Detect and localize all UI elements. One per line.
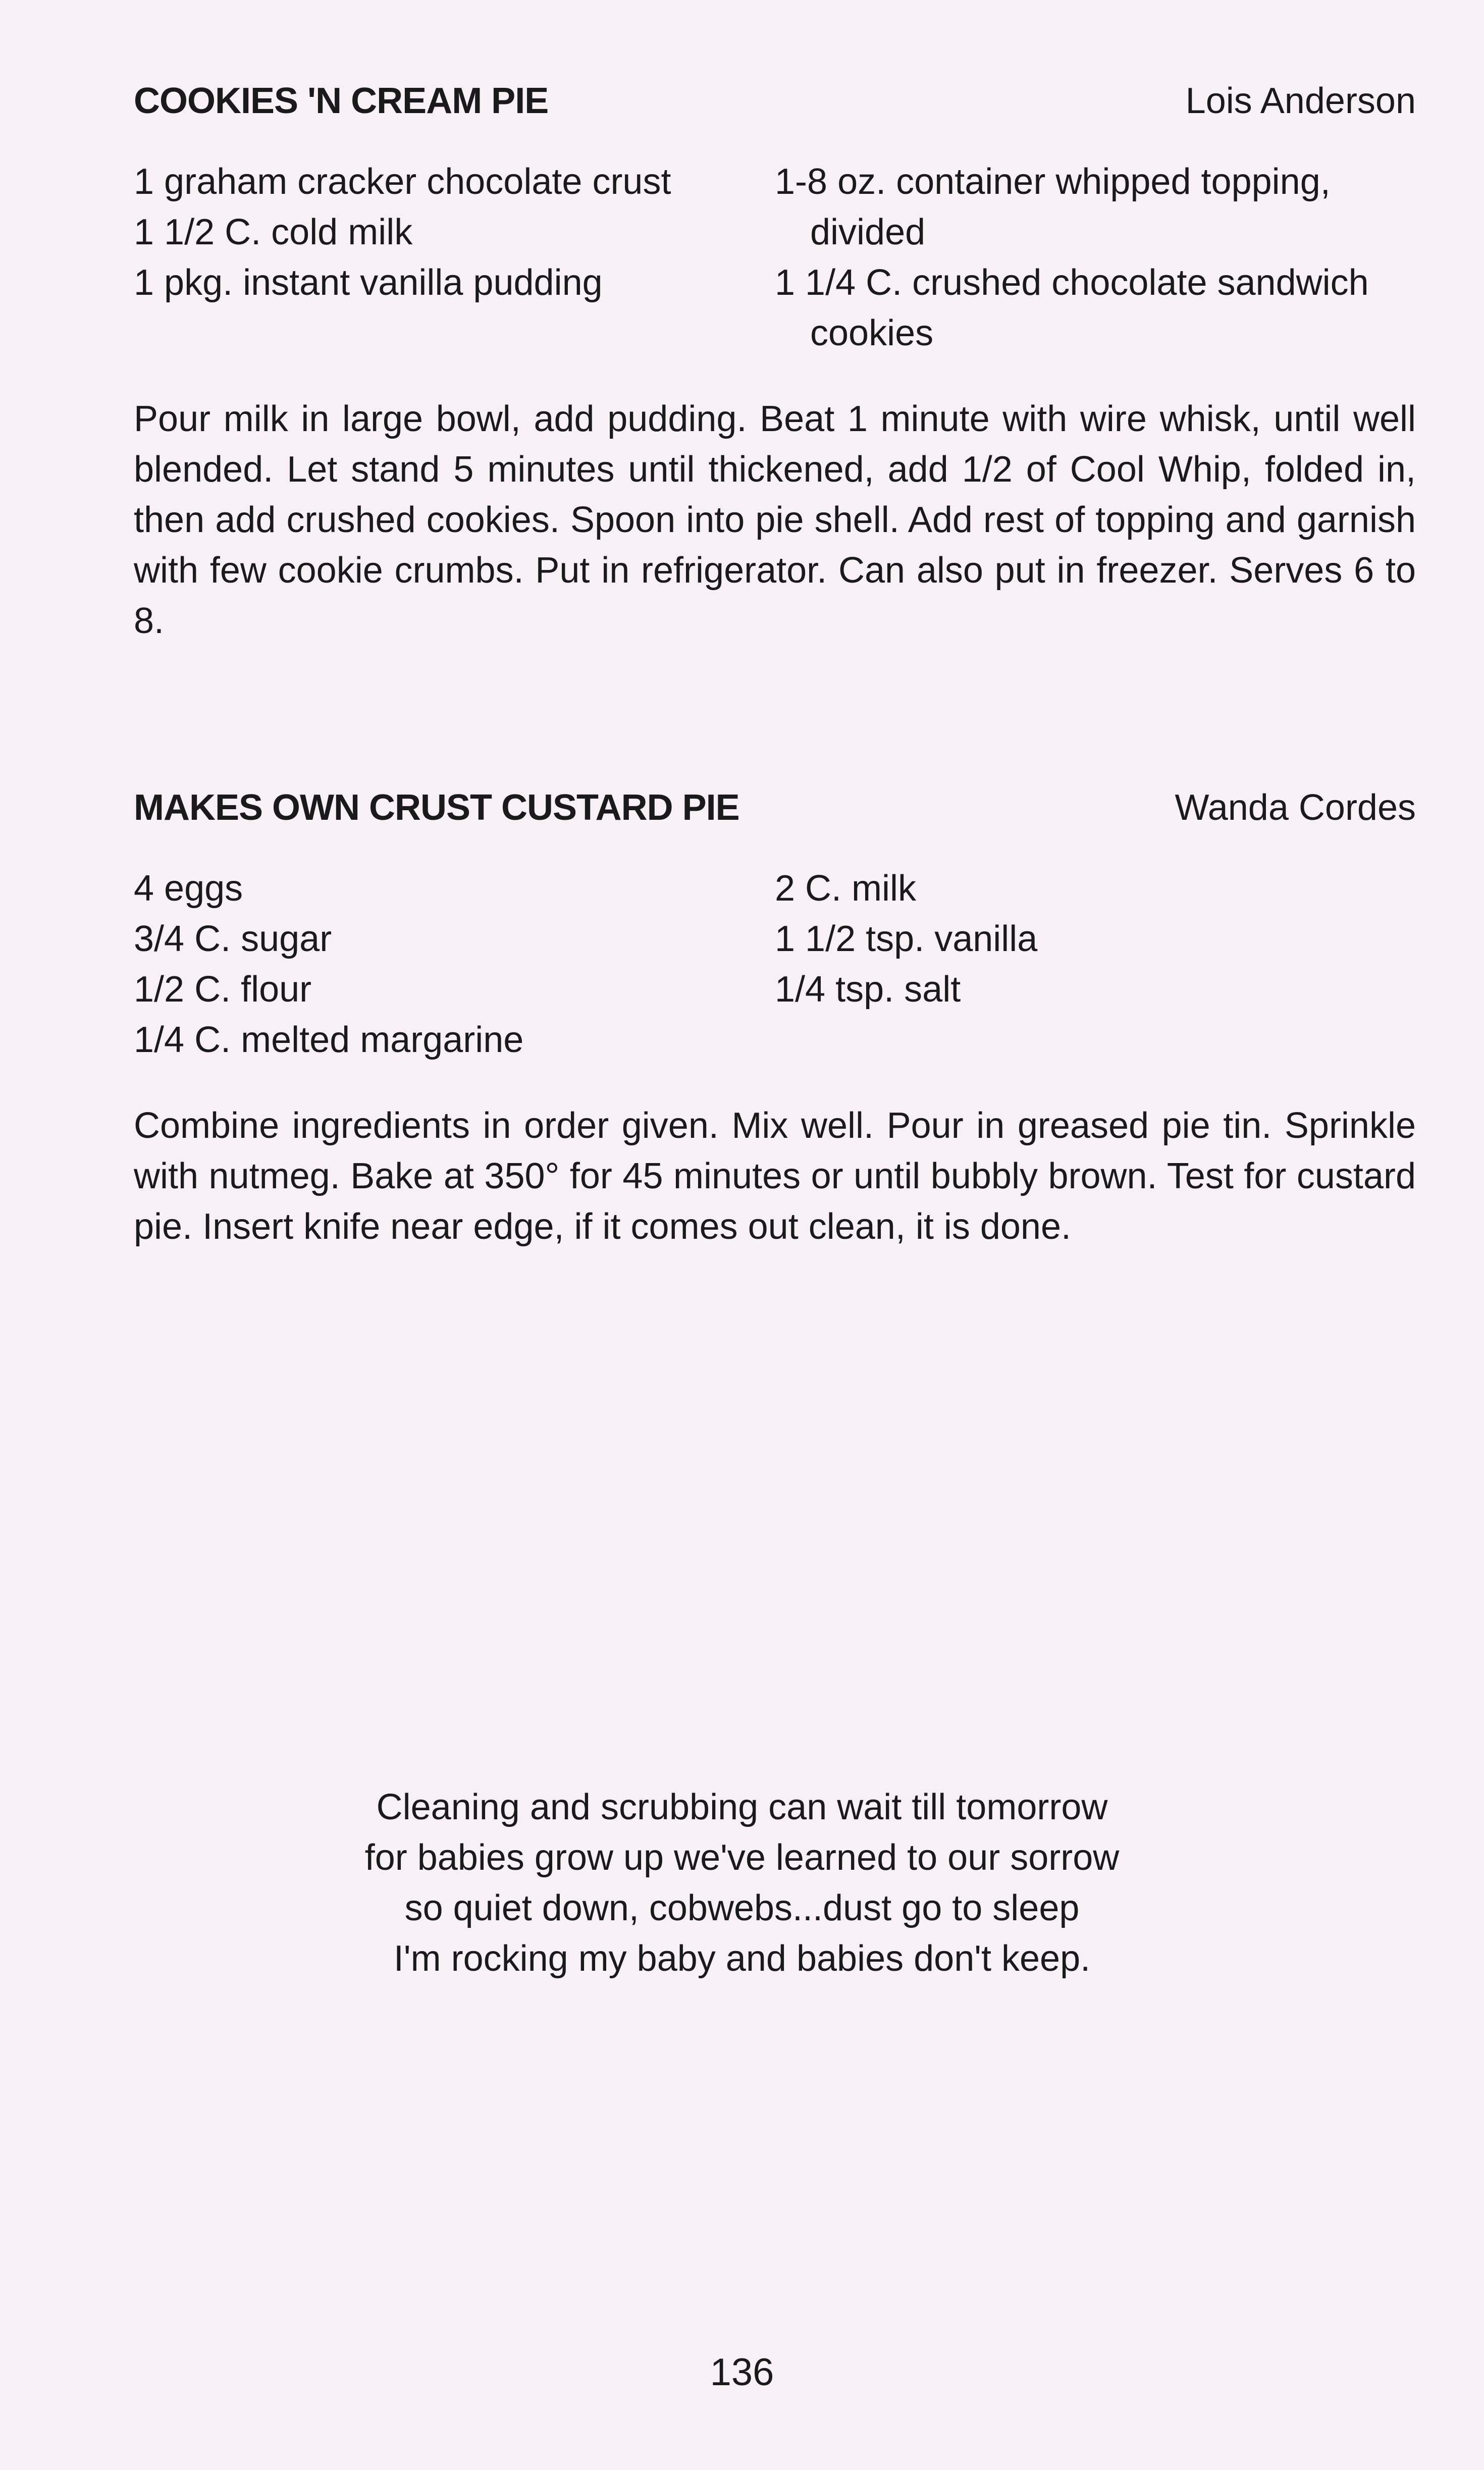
ingredient: 1 graham cracker chocolate crust: [134, 162, 671, 202]
poem-line: Cleaning and scrubbing can wait till tomorrow: [376, 1787, 1108, 1827]
ingredients-column-right: [775, 863, 1416, 1065]
recipe-directions: Combine ingredients in order given. Mix well. Pour in greased pie tin. Sprinkle with nutmeg. Bake at 350° for 45 minutes or until bubbly brown. Test for custard pie. Insert knife near edge, if it comes out clean, it is done.: [134, 1106, 1416, 1247]
poem-line: for babies grow up we've learned to our sorrow: [364, 1837, 1120, 1878]
recipe-author: Wanda Cordes: [1175, 787, 1416, 828]
ingredient: 1 1/4 C. crushed chocolate sandwich cookies: [775, 262, 1369, 353]
ingredient: 1 1/2 tsp. vanilla: [775, 919, 1038, 959]
ingredient: 4 eggs: [134, 868, 243, 909]
ingredients-list: [134, 863, 1416, 1065]
recipe-author: Lois Anderson: [1185, 81, 1416, 121]
ingredient: 1/4 C. melted margarine: [134, 1020, 524, 1060]
recipe-header: [134, 76, 1416, 126]
ingredient: 1 pkg. instant vanilla pudding: [134, 262, 603, 303]
ingredients-column-left: [134, 863, 775, 1065]
recipe-makes-own-crust-custard-pie: [134, 782, 1416, 1252]
ingredient: 1/4 tsp. salt: [775, 969, 961, 1010]
recipe-header: [134, 782, 1416, 833]
ingredient: 3/4 C. sugar: [134, 919, 332, 959]
ingredient: 1 1/2 C. cold milk: [134, 212, 413, 252]
ingredient: 1/2 C. flour: [134, 969, 312, 1010]
poem-line: so quiet down, cobwebs...dust go to sleep: [404, 1888, 1080, 1928]
page-number: 136: [710, 2351, 774, 2394]
recipe-title: MAKES OWN CRUST CUSTARD PIE: [134, 787, 739, 828]
ingredients-list: [134, 156, 1416, 358]
recipe-cookies-n-cream-pie: [134, 76, 1416, 646]
ingredients-column-left: [134, 156, 775, 358]
ingredient: 2 C. milk: [775, 868, 917, 909]
ingredients-column-right: [775, 156, 1416, 358]
recipe-directions: Pour milk in large bowl, add pudding. Beat 1 minute with wire whisk, until well blended. Let stand 5 minutes until thickened, add 1/2 of Cool Whip, folded in, then add crushed cookies. Spoon into pie shell. Add rest of topping and garnish with few cookie crumbs. Put in refrigerator. Can also put in freezer. Serves 6 to 8.: [134, 399, 1416, 641]
recipe-title: COOKIES 'N CREAM PIE: [134, 81, 549, 121]
poem: [0, 1782, 1484, 1984]
poem-line: I'm rocking my baby and babies don't keep.: [393, 1938, 1091, 1979]
ingredient: 1-8 oz. container whipped topping, divided: [775, 162, 1331, 252]
